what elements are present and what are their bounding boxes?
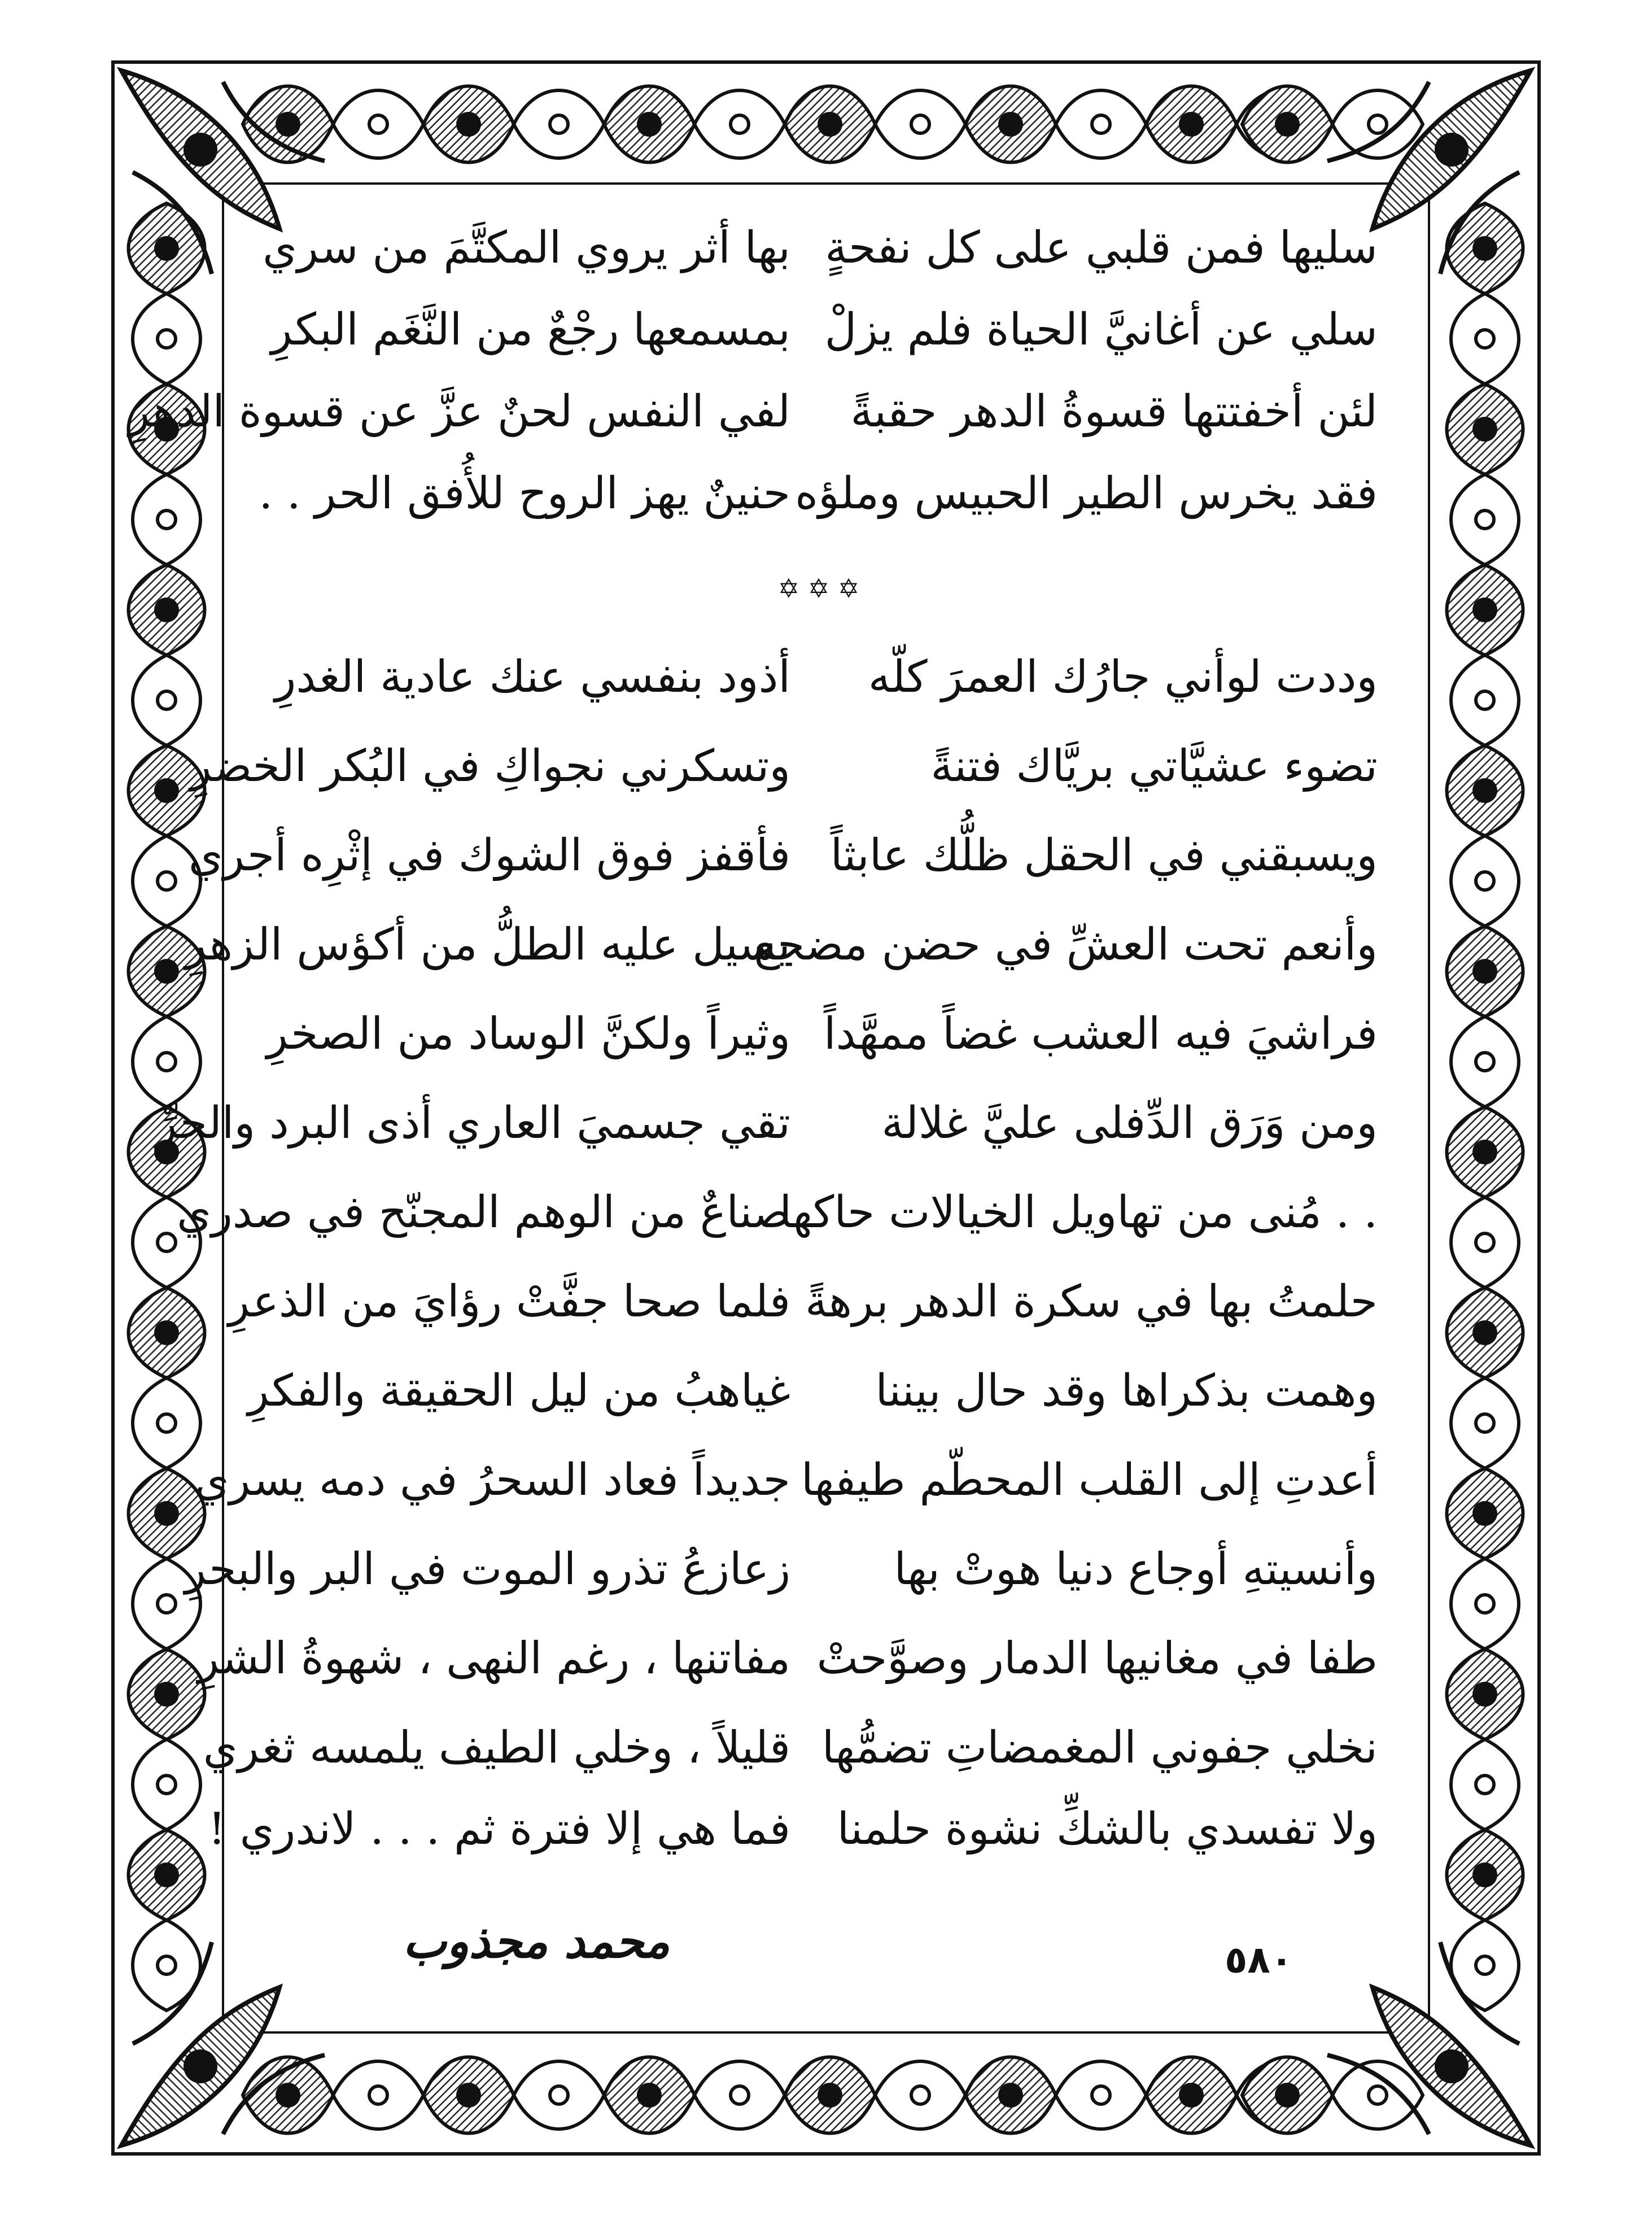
- stanza-separator: ✡ ✡ ✡: [777, 573, 860, 604]
- verse-second-hemistich: بها أثر يروي المكتَّمَ من سري: [263, 223, 790, 273]
- verse-first-hemistich: سلي عن أغانيَّ الحياة فلم يزلْ: [824, 304, 1378, 355]
- verse-12: [228, 1276, 1378, 1336]
- verse-first-hemistich: فراشيَ فيه العشب غضاً ممهَّداً: [823, 1009, 1378, 1059]
- verse-6: [190, 741, 1378, 801]
- verse-first-hemistich: ولا تفسدي بالشكِّ نشوة حلمنا: [837, 1804, 1378, 1855]
- verse-first-hemistich: تضوء عشيَّاتي بريَّاك فتنةً: [930, 741, 1378, 792]
- verse-second-hemistich: صناعٌ من الوهم المجنّح في صدري: [177, 1187, 790, 1238]
- border-top: [243, 86, 1423, 163]
- verse-second-hemistich: بمسمعها رجْعٌ من النَّغَم البكرِ: [270, 304, 790, 355]
- verse-first-hemistich: نخلي جفوني المغمضاتِ تضمُّها: [821, 1722, 1378, 1773]
- verse-first-hemistich: طفا في مغانيها الدمار وصوَّحتْ: [816, 1633, 1378, 1684]
- verse-first-hemistich: ومن وَرَق الدِّفلى عليَّ غلالة: [881, 1098, 1378, 1149]
- verse-second-hemistich: غياهبُ من ليل الحقيقة والفكرِ: [247, 1366, 790, 1416]
- verse-18: [208, 1804, 1378, 1864]
- verse-second-hemistich: وتسكرني نجواكِ في البُكر الخضرِ: [190, 741, 790, 792]
- verse-11: [177, 1187, 1378, 1247]
- verse-first-hemistich: وددت لوأني جارُك العمرَ كلّه: [868, 652, 1378, 703]
- verse-7: [188, 830, 1378, 890]
- verse-first-hemistich: . . مُنى من تهاويل الخيالات حاكها: [779, 1187, 1378, 1238]
- verse-second-hemistich: حنينٌ يهز الروح للأُفق الحر . .: [259, 468, 790, 519]
- border-bottom: [243, 2057, 1423, 2134]
- verse-second-hemistich: لفي النفس لحنٌ عزَّ عن قسوة الدهرِ: [128, 386, 790, 437]
- verse-first-hemistich: أعدتِ إلى القلب المحطّم طيفها: [801, 1455, 1378, 1506]
- poem-stanza-2: [155, 652, 1378, 1864]
- verse-second-hemistich: فأقفز فوق الشوك في إثْرِه أجري: [188, 830, 790, 881]
- verse-second-hemistich: أذود بنفسي عنك عادية الغدرِ: [274, 652, 790, 703]
- verse-9: [266, 1009, 1378, 1068]
- verse-second-hemistich: فلما صحا جفَّتْ رؤايَ من الذعرِ: [228, 1276, 790, 1327]
- verse-second-hemistich: زعازعُ تذرو الموت في البر والبحرِ: [185, 1544, 790, 1595]
- verse-first-hemistich: سليها فمن قلبي على كل نفحةٍ: [825, 223, 1378, 273]
- verse-16: [198, 1633, 1378, 1693]
- verse-first-hemistich: وأنسيتهِ أوجاع دنيا هوتْ بها: [894, 1544, 1378, 1595]
- verse-first-hemistich: ويسبقني في الحقل ظلُّك عابثاً: [830, 830, 1378, 881]
- verse-second-hemistich: جديداً فعاد السحرُ في دمه يسري: [194, 1455, 790, 1506]
- verse-second-hemistich: يسيل عليه الطلُّ من أكؤس الزهرِ: [185, 919, 790, 970]
- author-signature: محمد مجذوب: [403, 1914, 670, 1969]
- verse-8: [185, 919, 1378, 979]
- verse-5: [271, 652, 1378, 712]
- verse-first-hemistich: لئن أخفتتها قسوةُ الدهر حقبةً: [850, 386, 1378, 437]
- verse-second-hemistich: وثيراً ولكنَّ الوساد من الصخرِ: [266, 1009, 790, 1059]
- verse-2: [270, 304, 1378, 364]
- verse-4: [259, 468, 1378, 528]
- poem-stanza-1: [128, 223, 1378, 542]
- verse-second-hemistich: مفاتنها ، رغم النهى ، شهوةُ الشرِ: [198, 1633, 790, 1684]
- verse-first-hemistich: وهمت بذكراها وقد حال بيننا: [875, 1366, 1378, 1416]
- verse-17: [203, 1722, 1378, 1782]
- border-right: [1447, 203, 1523, 2010]
- verse-14: [194, 1455, 1378, 1515]
- verse-first-hemistich: وأنعم تحت العشِّ في حضن مضجع: [754, 919, 1378, 970]
- verse-1: [263, 223, 1378, 282]
- verse-3: [128, 386, 1378, 446]
- verse-15: [185, 1544, 1378, 1604]
- verse-first-hemistich: فقد يخرس الطير الحبيس وملؤه: [795, 468, 1378, 519]
- verse-first-hemistich: حلمتُ بها في سكرة الدهر برهةً: [805, 1276, 1378, 1327]
- verse-second-hemistich: تقي جسميَ العاري أذى البرد والحرِّ: [155, 1098, 790, 1149]
- page-number: ٥٨٠: [1225, 1938, 1293, 1982]
- verse-second-hemistich: فما هي إلا فترة ثم . . . لاندري !: [208, 1804, 790, 1855]
- verse-second-hemistich: قليلاً ، وخلي الطيف يلمسه ثغري: [203, 1722, 790, 1773]
- verse-10: [155, 1098, 1378, 1158]
- verse-13: [247, 1366, 1378, 1425]
